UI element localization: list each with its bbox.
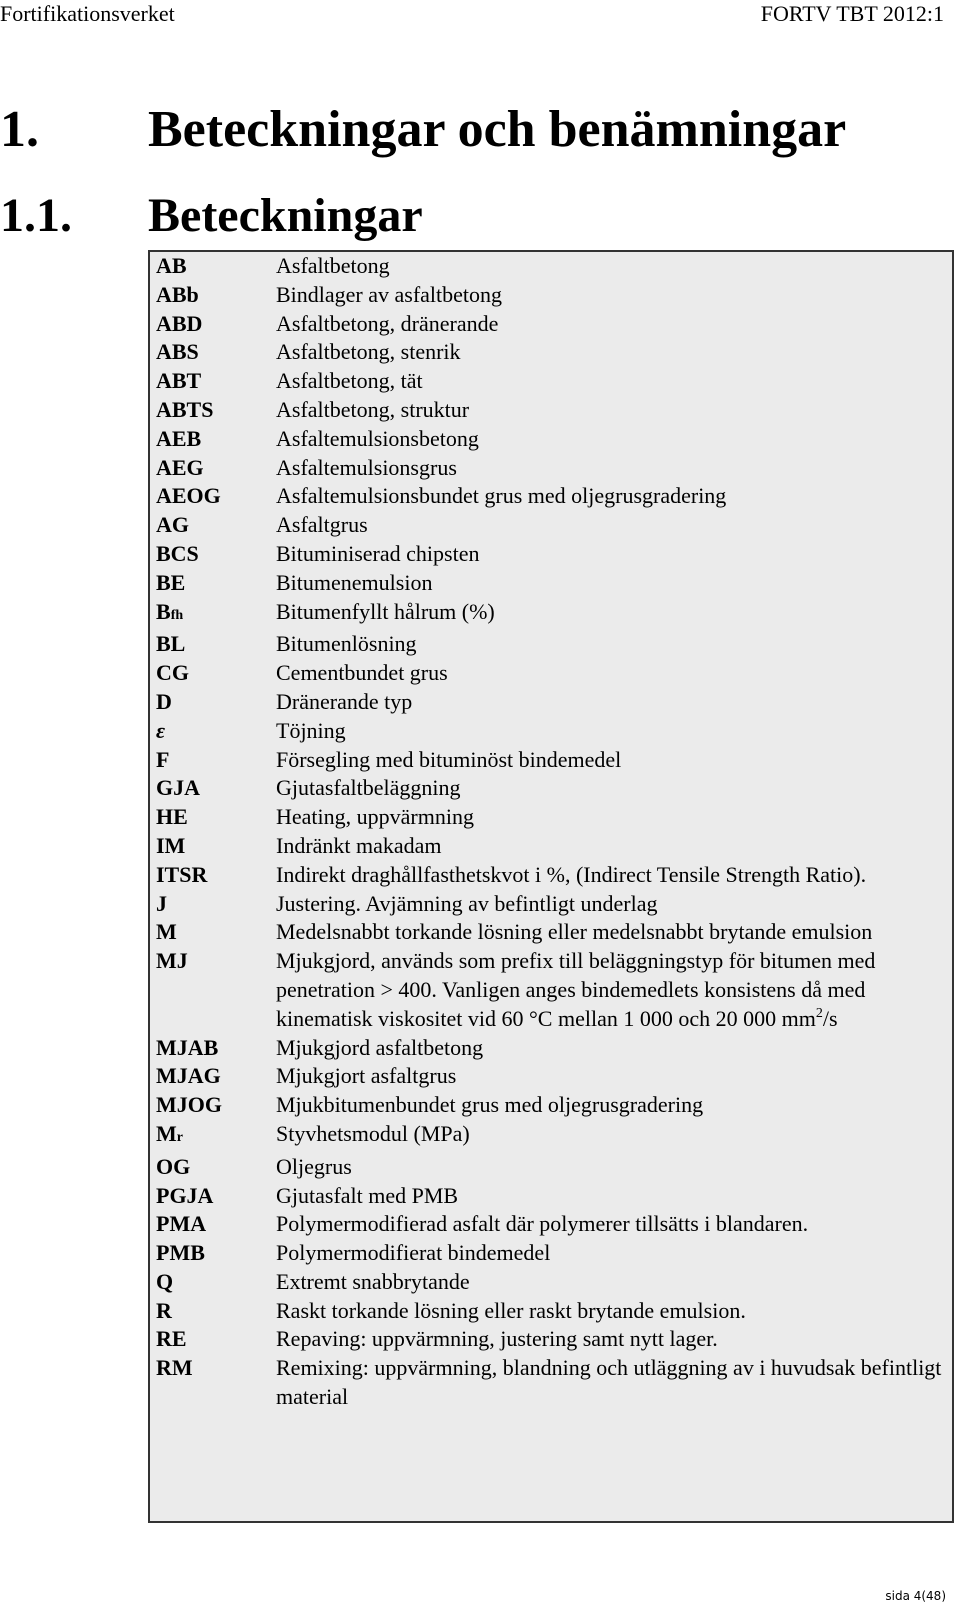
table-row	[156, 1034, 946, 1063]
abbreviation: ε	[156, 717, 166, 743]
abbreviation: OG	[156, 1153, 191, 1179]
description: Justering. Avjämning av befintligt underlag	[276, 890, 658, 916]
description: Gjutasfalt med PMB	[276, 1182, 459, 1208]
table-row	[156, 947, 946, 1033]
abbreviation: BL	[156, 631, 186, 657]
description: Asfaltemulsionsbundet grus med oljegrusgradering	[276, 483, 727, 509]
table-row	[156, 1239, 946, 1268]
abbreviation: AB	[156, 253, 187, 278]
abbreviation: AEOG	[156, 483, 221, 509]
description: Medelsnabbt torkande lösning eller medelsnabbt brytande emulsion	[276, 919, 873, 945]
abbreviation: CG	[156, 660, 189, 686]
abbreviation: PGJA	[156, 1182, 214, 1208]
table-row	[156, 717, 946, 746]
abbreviation: PMB	[156, 1240, 205, 1266]
abbreviation: ITSR	[156, 861, 208, 887]
subsection-heading	[0, 188, 423, 244]
table-row	[156, 774, 946, 803]
table-row	[156, 1153, 946, 1182]
description: Asfaltbetong, stenrik	[276, 339, 461, 365]
table-row	[156, 367, 946, 396]
description: Polymermodifierat bindemedel	[276, 1240, 551, 1266]
description: Mjukbitumenbundet grus med oljegrusgradering	[276, 1092, 704, 1118]
subsection-number: 1.1.	[0, 189, 72, 242]
description: Repaving: uppvärmning, justering samt nytt lager.	[276, 1326, 718, 1352]
abbreviation: M	[156, 919, 177, 945]
abbreviation-box	[148, 250, 954, 1523]
table-row	[156, 832, 946, 861]
abbreviation: Bfh	[156, 598, 184, 624]
table-row	[156, 803, 946, 832]
description: Indirekt draghållfasthetskvot i %, (Indirect Tensile Strength Ratio).	[276, 861, 867, 887]
abbreviation: MJOG	[156, 1092, 222, 1118]
abbreviation: MJAG	[156, 1063, 221, 1089]
table-row	[156, 1091, 946, 1120]
header-document-id: FORTV TBT 2012:1	[760, 1, 944, 26]
table-row	[156, 511, 946, 540]
description: Oljegrus	[276, 1153, 352, 1179]
table-row	[156, 890, 946, 919]
table-row	[156, 861, 946, 890]
table-row	[156, 425, 946, 454]
abbreviation: AEG	[156, 454, 204, 480]
abbreviation: RE	[156, 1326, 187, 1352]
section-title: Beteckningar och benämningar	[148, 101, 847, 158]
abbreviation: Q	[156, 1268, 174, 1294]
table-row	[156, 569, 946, 598]
section-number: 1.	[0, 101, 39, 158]
abbreviation: RM	[156, 1355, 193, 1381]
abbreviation: ABb	[156, 281, 199, 307]
section-heading	[0, 100, 846, 160]
description: Dränerande typ	[276, 688, 413, 714]
description: Försegling med bituminöst bindemedel	[276, 746, 622, 772]
description: Asfaltemulsionsgrus	[276, 454, 457, 480]
description: Mjukgjord, används som prefix till beläggningstyp för bitumen med penetration > 400. Vanligen anges bindemedlets konsistens då med kinematisk viskositet vid 60 °C mellan 1 000 och 20 000 $mm^2/s$	[276, 948, 876, 1031]
description: Raskt torkande lösning eller raskt brytande emulsion.	[276, 1297, 746, 1323]
abbreviation: D	[156, 688, 172, 714]
table-row	[156, 1325, 946, 1354]
abbreviation: ABTS	[156, 396, 214, 422]
table-row	[156, 1268, 946, 1297]
abbreviation: ABS	[156, 339, 199, 365]
description: Indränkt makadam	[276, 832, 442, 858]
table-row	[156, 659, 946, 688]
table-row	[156, 1210, 946, 1239]
description: Asfaltbetong	[276, 253, 390, 278]
description: Extremt snabbrytande	[276, 1268, 470, 1294]
abbreviation: BCS	[156, 540, 199, 566]
description: Gjutasfaltbeläggning	[276, 775, 461, 801]
table-row	[156, 630, 946, 659]
table-row	[156, 252, 946, 281]
description: Heating, uppvärmning	[276, 804, 474, 830]
table-row	[156, 1297, 946, 1326]
abbreviation: MJ	[156, 948, 188, 974]
table-row	[156, 746, 946, 775]
table-row	[156, 338, 946, 367]
description: Asfaltbetong, dränerande	[276, 310, 499, 336]
description: Bindlager av asfaltbetong	[276, 281, 503, 307]
description: Mjukgjord asfaltbetong	[276, 1034, 484, 1060]
description: Cementbundet grus	[276, 660, 448, 686]
table-row	[156, 310, 946, 339]
table-row	[156, 1354, 946, 1412]
description: Bitumenfyllt hålrum (%)	[276, 598, 495, 624]
description: Asfaltgrus	[276, 512, 368, 538]
table-row	[156, 1182, 946, 1211]
table-row	[156, 918, 946, 947]
abbreviation: Mr	[156, 1120, 183, 1146]
description: Mjukgjort asfaltgrus	[276, 1063, 457, 1089]
abbreviation: AEB	[156, 425, 202, 451]
abbreviation: GJA	[156, 775, 200, 801]
page-number: sida 4(48)	[885, 1589, 946, 1603]
description: Asfaltbetong, struktur	[276, 396, 470, 422]
abbreviation: PMA	[156, 1211, 207, 1237]
abbreviation: ABT	[156, 368, 202, 394]
abbreviation: F	[156, 746, 170, 772]
header-organization: Fortifikationsverket	[0, 1, 175, 26]
description: Bituminiserad chipsten	[276, 540, 480, 566]
abbreviation: IM	[156, 832, 186, 858]
abbreviation: J	[156, 890, 167, 916]
abbreviation: ABD	[156, 310, 203, 336]
table-row	[156, 540, 946, 569]
abbreviation: R	[156, 1297, 172, 1323]
table-row	[156, 454, 946, 483]
abbreviation-table	[156, 252, 946, 1412]
abbreviation: AG	[156, 512, 189, 538]
description: Asfaltemulsionsbetong	[276, 425, 479, 451]
abbreviation: MJAB	[156, 1034, 219, 1060]
description: Bitumenemulsion	[276, 569, 433, 595]
description: Polymermodifierad asfalt där polymerer tillsätts i blandaren.	[276, 1211, 809, 1237]
subsection-title: Beteckningar	[148, 189, 423, 242]
table-row	[156, 281, 946, 310]
table-row	[156, 598, 946, 631]
table-row	[156, 396, 946, 425]
table-row	[156, 1062, 946, 1091]
description: Asfaltbetong, tät	[276, 368, 423, 394]
table-row	[156, 482, 946, 511]
description: Bitumenlösning	[276, 631, 417, 657]
table-row	[156, 1120, 946, 1153]
abbreviation: BE	[156, 569, 186, 595]
abbreviation: HE	[156, 804, 188, 830]
description: Remixing: uppvärmning, blandning och utläggning av i huvudsak befintligt material	[276, 1355, 942, 1410]
table-row	[156, 688, 946, 717]
description: Töjning	[276, 717, 346, 743]
description: Styvhetsmodul (MPa)	[276, 1120, 470, 1146]
